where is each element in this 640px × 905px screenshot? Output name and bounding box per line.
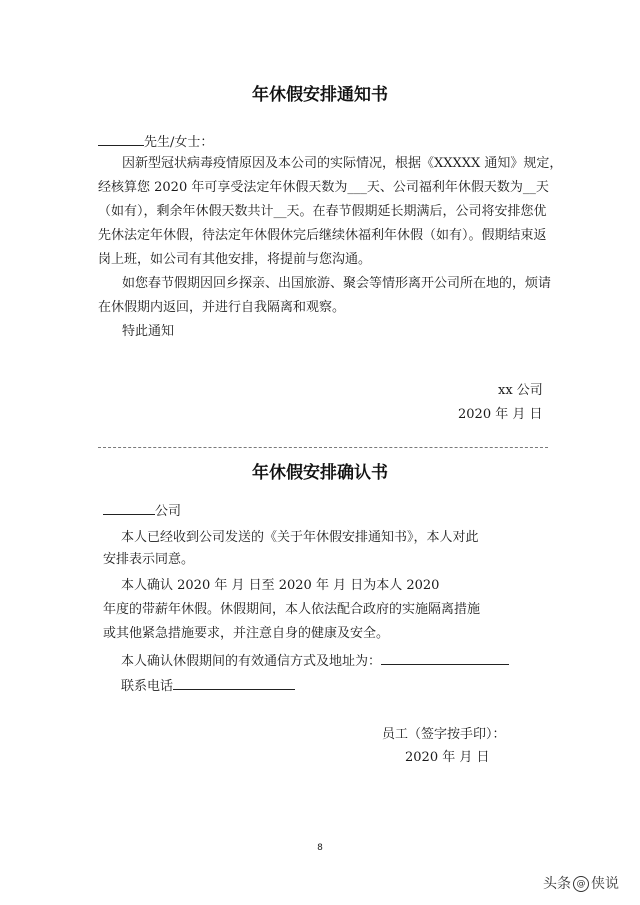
- phone-label: 联系电话: [121, 679, 174, 694]
- at-icon: @: [573, 876, 589, 892]
- confirm-title: 年休假安排确认书: [252, 463, 388, 483]
- watermark: [543, 873, 619, 893]
- watermark-prefix: 头条: [543, 876, 571, 892]
- notice-date: 2020 年 月 日: [458, 407, 543, 422]
- notice-line: 经核算您 2020 年可享受法定年休假天数为___天、公司福利年休假天数为__天: [98, 180, 549, 195]
- company-blank: [103, 502, 155, 515]
- contact-line: [121, 652, 509, 668]
- contact-blank: [381, 652, 509, 665]
- notice-line: 岗上班，如公司有其他安排，将提前与您沟通。: [98, 252, 372, 267]
- contact-label: 本人确认休假期间的有效通信方式及地址为：: [121, 654, 382, 669]
- watermark-author: 侠说: [591, 876, 619, 892]
- confirm-date: 2020 年 月 日: [405, 750, 490, 765]
- notice-body: [98, 152, 563, 344]
- notice-company: xx 公司: [498, 383, 543, 398]
- notice-salutation: [98, 133, 213, 149]
- confirm-line: 本人确认 2020 年 月 日至 2020 年 月 日为本人 2020: [121, 578, 440, 593]
- name-blank: [98, 133, 144, 146]
- phone-line: [121, 677, 295, 693]
- page-number: 8: [317, 843, 323, 853]
- notice-line: 因新型冠状病毒疫情原因及本公司的实际情况，根据《XXXXX 通知》规定，: [122, 156, 563, 171]
- confirm-line: 年度的带薪年休假。休假期间，本人依法配合政府的实施隔离措施: [103, 602, 481, 617]
- notice-line: 如您春节假期因回乡探亲、出国旅游、聚会等情形离开公司所在地的，烦请: [122, 276, 552, 291]
- confirm-company-line: [103, 502, 181, 518]
- salutation-text: 先生/女士：: [144, 135, 214, 150]
- notice-line: 先休法定年休假，待法定年休假休完后继续休福利年休假（如有）。假期结束返: [98, 228, 547, 243]
- notice-line: （如有），剩余年休假天数共计__天。在春节假期延长期满后，公司将安排您优: [98, 204, 547, 219]
- notice-line: 在休假期内返回，并进行自我隔离和观察。: [98, 300, 346, 315]
- section-divider: [98, 447, 548, 448]
- signature-label: 员工（签字按手印）：: [382, 727, 506, 742]
- company-suffix: 公司: [155, 504, 182, 519]
- confirm-line: 或其他紧急措施要求，并注意自身的健康及安全。: [103, 626, 390, 641]
- confirm-line: 本人已经收到公司发送的《关于年休假安排通知书》，本人对此: [121, 530, 479, 545]
- notice-title: 年休假安排通知书: [252, 85, 388, 105]
- notice-closing: 特此通知: [122, 324, 175, 339]
- phone-blank: [173, 677, 295, 690]
- confirm-line: 安排表示同意。: [103, 552, 195, 567]
